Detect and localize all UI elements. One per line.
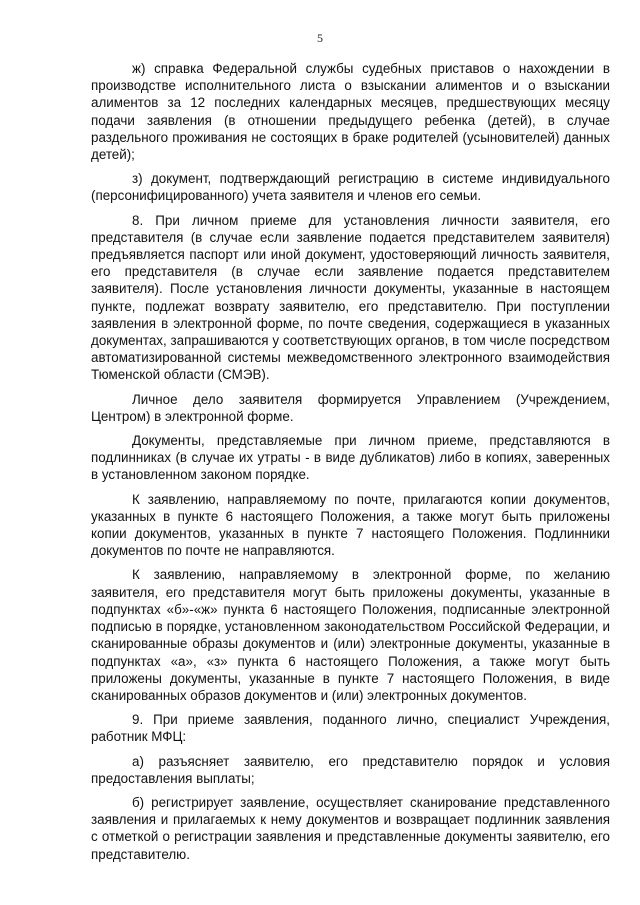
paragraph-item-9: 9. При приеме заявления, поданного лично, специалист Учреждения, работник МФЦ: (91, 712, 610, 745)
paragraph-subitem-zh: ж) справка Федеральной службы судебных приставов о нахождении в производстве исполнительного листа о взыскании алиментов и о взыскании алиментов за 12 последних календарных месяцев, предшествующих месяцу подачи заявления (в отношении предыдущего ребенка (детей), в случае раздельного проживания не состоящих в браке родителей (усыновителей) данных детей); (91, 61, 610, 163)
paragraph-documents-originals: Документы, представляемые при личном приеме, представляются в подлинниках (в случае их утраты - в виде дубликатов) либо в копиях, заверенных в установленном законом порядке. (91, 433, 610, 483)
document-body (91, 60, 610, 870)
paragraph-subitem-z: з) документ, подтверждающий регистрацию в системе индивидуального (персонифицированного) учета заявителя и членов его семьи. (91, 171, 610, 204)
paragraph-electronic-application: К заявлению, направляемому в электронной форме, по желанию заявителя, его представителя могут быть приложены документы, указанные в подпунктах «б»-«ж» пункта 6 настоящего Положения, подписанные электронной подписью в порядке, установленном законодательством Российской Федерации, и сканированные образы документов и (или) электронные документы, указанные в подпунктах «а», «з» пункта 6 настоящего Положения, а также могут быть приложены документы, указанные в пункте 7 настоящего Положения, в виде сканированных образов документов и (или) электронных документов. (91, 567, 610, 703)
paragraph-subitem-a: а) разъясняет заявителю, его представителю порядок и условия предоставления выплаты; (91, 753, 610, 786)
paragraph-item-8: 8. При личном приеме для установления личности заявителя, его представителя (в случае если заявление подается представителем заявителя) предъявляется паспорт или иной документ, удостоверяющий личность заявителя, его представителя (в случае если заявление подается представителем заявителя). После установления личности документы, указанные в настоящем пункте, подлежат возврату заявителю, его представителю. При поступлении заявления в электронной форме, по почте сведения, содержащиеся в указанных документах, запрашиваются у соответствующих органов, в том числе посредством автоматизированной системы межведомственного электронного взаимодействия Тюменской области (СМЭВ). (91, 212, 610, 383)
paragraph-personal-file: Личное дело заявителя формируется Управлением (Учреждением, Центром) в электронной форме. (91, 391, 610, 424)
paragraph-mail-application: К заявлению, направляемому по почте, прилагаются копии документов, указанных в пункте 6 настоящего Положения, а также могут быть приложены копии документов, указанных в пункте 7 настоящего Положения. Подлинники документов по почте не направляются. (91, 491, 610, 559)
page-number: 5 (317, 31, 323, 45)
paragraph-subitem-b: б) регистрирует заявление, осуществляет сканирование представленного заявления и прилагаемых к нему документов и возвращает подлинник заявления с отметкой о регистрации заявления и представленные документы заявителю, его представителю. (91, 794, 610, 862)
